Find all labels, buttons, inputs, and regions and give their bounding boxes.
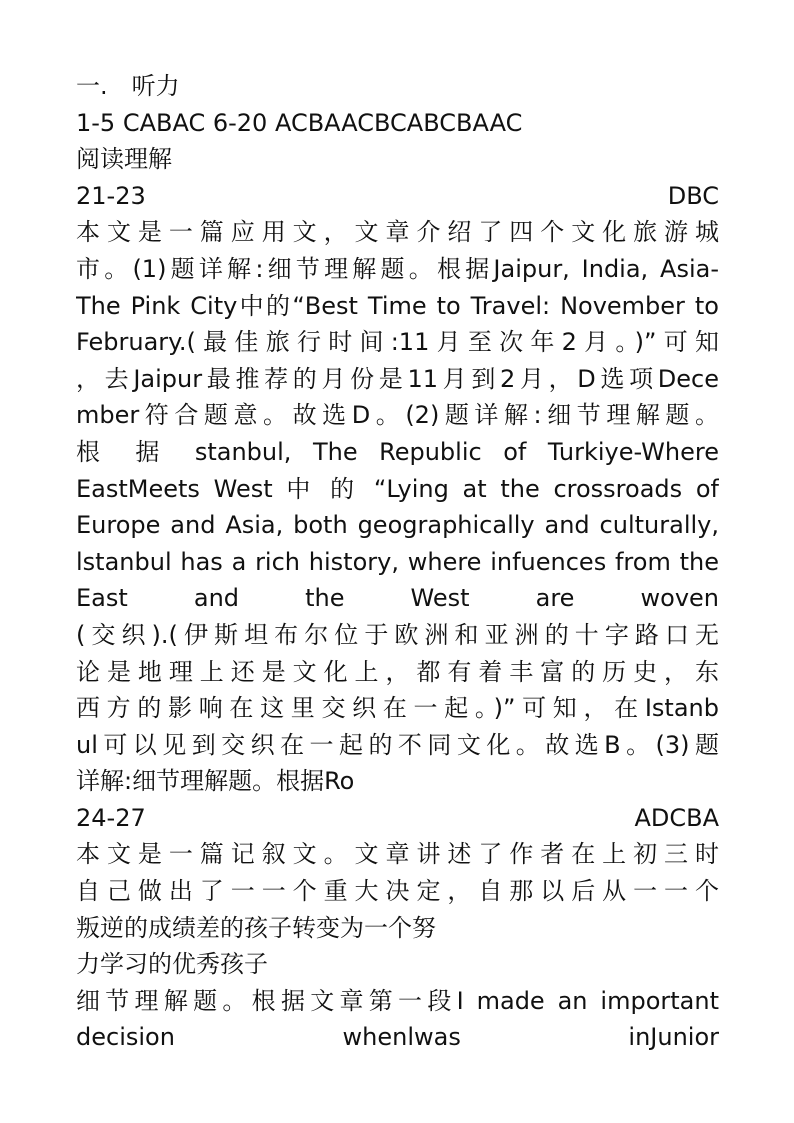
paragraph-line: 根 据 stanbul, The Republic of Turkiye-Where [76,437,719,466]
paragraph-line: Europe and Asia, both geographically and culturally, [76,511,719,540]
paragraph-line: ul可以见到交织在一起的不同文化。故选B。(3)题 [76,730,719,759]
paragraph-line: 详解:细节理解题。根据Ro [76,767,355,796]
paragraph-line: (交织).(伊斯坦布尔位于欧洲和亚洲的十字路口无 [76,620,719,649]
section-heading-listening: 一. 听力 [76,72,180,100]
paragraph-line: 论是地理上还是文化上，都有着丰富的历史，东 [76,657,719,686]
paragraph-line: lstanbul has a rich history, where infuences from the [76,547,719,576]
paragraph-line: 本文是一篇应用文，文章介绍了四个文化旅游城 [76,218,719,247]
paragraph-line: 自己做出了一一个重大决定，自那以后从一一个 [76,877,719,906]
paragraph-line: East and the West are woven [76,584,719,613]
paragraph-line: 力学习的优秀孩子 [76,950,268,979]
answer-key: ADCBA [634,803,719,832]
answer-row-24-27 [76,800,719,837]
answer-key: DBC [667,181,719,210]
paragraph-line: 叛逆的成绩差的孩子转变为一个努 [76,913,436,942]
paragraph-line: mber符合题意。故选D。(2)题详解:细节理解题。 [76,401,719,430]
paragraph-line: decision whenlwas inJunior [76,1023,719,1052]
question-range: 24-27 [76,803,146,832]
paragraph-line: 西方的影响在这里交织在一起。)”可知，在Istanb [76,694,719,723]
paragraph-line: EastMeets West 中 的 “Lying at the crossroads of [76,474,719,503]
paragraph-line: February.(最佳旅行时间:11月至次年2月。)”可知 [76,328,719,357]
answer-document [76,68,719,1056]
paragraph-line: ，去Jaipur最推荐的月份是11月到2月，D选项Dece [76,364,719,393]
section-heading-reading: 阅读理解 [76,145,172,174]
question-range: 21-23 [76,181,146,210]
listening-answers: 1-5 CABAC 6-20 ACBAACBCABCBAAC [76,108,523,137]
paragraph-line: 市。(1)题详解:细节理解题。根据Jaipur, India, Asia- [76,254,719,283]
paragraph-line: 细节理解题。根据文章第一段I made an important [76,986,719,1015]
answer-row-21-23 [76,178,719,215]
paragraph-line: The Pink City中的“Best Time to Travel: November to [76,291,719,320]
paragraph-line: 本文是一篇记叙文。文章讲述了作者在上初三时 [76,840,719,869]
